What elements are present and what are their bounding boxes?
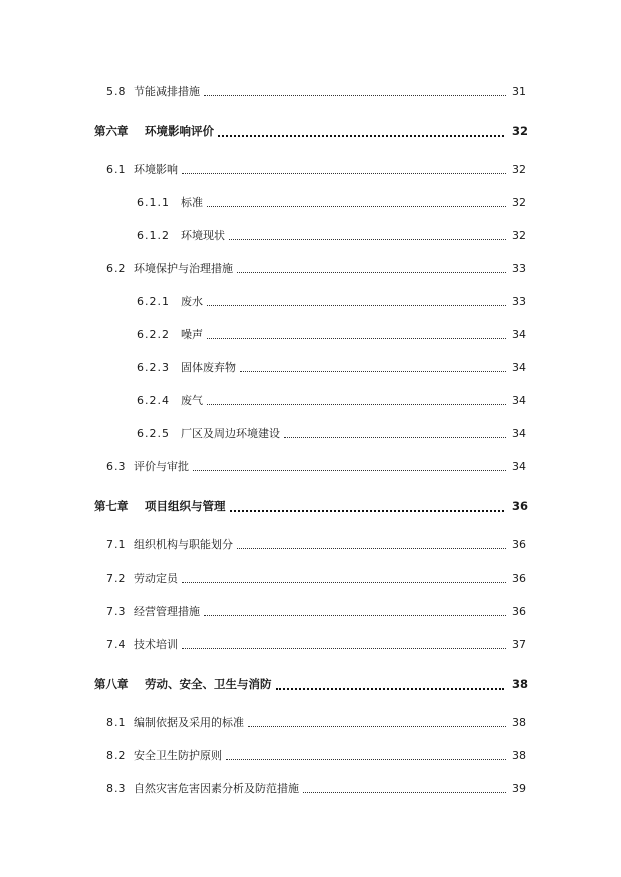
dot-leader	[276, 687, 505, 690]
page-number: 32	[512, 229, 526, 242]
dot-leader	[207, 304, 506, 306]
section-number: 5.8	[106, 85, 127, 98]
dot-leader	[237, 271, 506, 273]
dot-leader	[284, 436, 506, 438]
section-number: 6.1.1	[137, 196, 170, 209]
section-number: 6.2.1	[137, 295, 170, 308]
chapter-number: 第六章	[94, 124, 129, 138]
page-number: 34	[512, 427, 526, 440]
section-number: 6.2.5	[137, 427, 170, 440]
section-title: 固体废弃物	[181, 361, 236, 374]
page-number: 36	[512, 572, 526, 585]
page-number: 31	[512, 85, 526, 98]
toc-entry-6-2[interactable]	[106, 262, 526, 276]
dot-leader	[237, 547, 506, 549]
toc-chapter-7[interactable]	[94, 499, 528, 513]
section-number: 7.4	[106, 638, 127, 651]
section-title: 评价与审批	[134, 460, 189, 473]
dot-leader	[303, 791, 506, 793]
toc-entry-6-2-3[interactable]	[137, 361, 526, 375]
section-title: 经营管理措施	[134, 605, 200, 618]
dot-leader	[207, 337, 506, 339]
page-number: 32	[511, 124, 528, 138]
toc-entry-6-2-2[interactable]	[137, 328, 526, 342]
dot-leader	[204, 614, 506, 616]
page-number: 33	[512, 262, 526, 275]
page-number: 34	[512, 361, 526, 374]
toc-entry-6-2-1[interactable]	[137, 295, 526, 309]
page-number: 32	[512, 163, 526, 176]
page-number: 38	[512, 749, 526, 762]
toc-entry-6-1-1[interactable]	[137, 196, 526, 210]
section-title: 噪声	[181, 328, 203, 341]
chapter-number: 第八章	[94, 677, 129, 691]
section-title: 节能减排措施	[134, 85, 200, 98]
chapter-title: 项目组织与管理	[145, 499, 226, 513]
dot-leader	[182, 647, 506, 649]
dot-leader	[248, 725, 506, 727]
page-number: 36	[512, 538, 526, 551]
toc-entry-7-1[interactable]	[106, 538, 526, 552]
section-title: 环境现状	[181, 229, 225, 242]
section-title: 技术培训	[134, 638, 178, 651]
toc-entry-6-1-2[interactable]	[137, 229, 526, 243]
page-number: 34	[512, 394, 526, 407]
dot-leader	[204, 94, 506, 96]
section-number: 6.1	[106, 163, 127, 176]
section-title: 劳动定员	[134, 572, 178, 585]
toc-entry-6-1[interactable]	[106, 163, 526, 177]
section-number: 7.1	[106, 538, 127, 551]
page-number: 32	[512, 196, 526, 209]
page-number: 38	[511, 677, 528, 691]
dot-leader	[226, 758, 506, 760]
toc-entry-6-3[interactable]	[106, 460, 526, 474]
section-number: 8.1	[106, 716, 127, 729]
toc-entry-8-3[interactable]	[106, 782, 526, 796]
section-title: 编制依据及采用的标准	[134, 716, 244, 729]
dot-leader	[207, 403, 506, 405]
toc-entry-7-3[interactable]	[106, 605, 526, 619]
dot-leader	[229, 238, 506, 240]
page-number: 33	[512, 295, 526, 308]
chapter-number: 第七章	[94, 499, 129, 513]
section-title: 标准	[181, 196, 203, 209]
toc-entry-7-2[interactable]	[106, 572, 526, 586]
section-title: 组织机构与职能划分	[134, 538, 233, 551]
section-title: 环境保护与治理措施	[134, 262, 233, 275]
section-title: 废水	[181, 295, 203, 308]
section-number: 6.2.4	[137, 394, 170, 407]
section-number: 6.2.2	[137, 328, 170, 341]
page-number: 36	[511, 499, 528, 513]
section-number: 6.1.2	[137, 229, 170, 242]
page-number: 34	[512, 460, 526, 473]
dot-leader	[207, 205, 506, 207]
page-number: 38	[512, 716, 526, 729]
section-title: 废气	[181, 394, 203, 407]
toc-entry-6-2-4[interactable]	[137, 394, 526, 408]
page-number: 34	[512, 328, 526, 341]
section-number: 6.3	[106, 460, 127, 473]
page-number: 36	[512, 605, 526, 618]
section-number: 6.2.3	[137, 361, 170, 374]
section-title: 自然灾害危害因素分析及防范措施	[134, 782, 299, 795]
section-number: 7.2	[106, 572, 127, 585]
dot-leader	[240, 370, 506, 372]
toc-entry-8-2[interactable]	[106, 749, 526, 763]
section-number: 6.2	[106, 262, 127, 275]
dot-leader	[193, 469, 506, 471]
dot-leader	[230, 509, 505, 512]
toc-entry-6-2-5[interactable]	[137, 427, 526, 441]
dot-leader	[182, 172, 506, 174]
toc-entry-7-4[interactable]	[106, 638, 526, 652]
section-title: 安全卫生防护原则	[134, 749, 222, 762]
dot-leader	[218, 134, 504, 137]
chapter-title: 劳动、安全、卫生与消防	[145, 677, 272, 691]
section-number: 8.2	[106, 749, 127, 762]
section-title: 环境影响	[134, 163, 178, 176]
toc-chapter-6[interactable]	[94, 124, 528, 138]
toc-entry-5-8[interactable]	[106, 85, 526, 99]
toc-chapter-8[interactable]	[94, 677, 528, 691]
section-title: 厂区及周边环境建设	[181, 427, 280, 440]
dot-leader	[182, 581, 506, 583]
section-number: 7.3	[106, 605, 127, 618]
chapter-title: 环境影响评价	[145, 124, 214, 138]
section-number: 8.3	[106, 782, 127, 795]
page-number: 37	[512, 638, 526, 651]
page-number: 39	[512, 782, 526, 795]
toc-entry-8-1[interactable]	[106, 716, 526, 730]
